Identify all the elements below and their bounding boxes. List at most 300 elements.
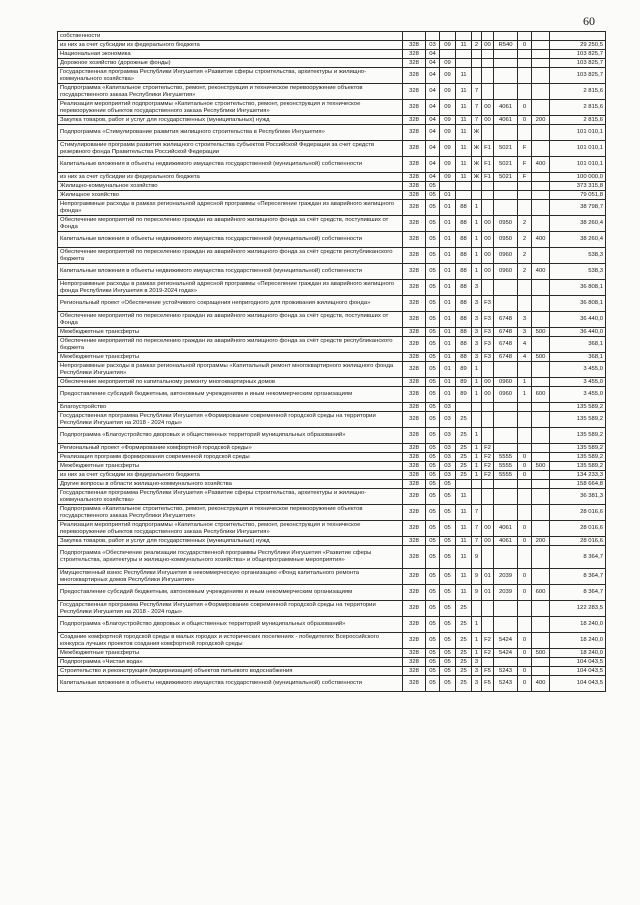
event-code-cell: 00 [482,521,494,537]
section-code-cell: 04 [426,100,440,116]
event-code-cell: F3 [482,312,494,328]
subsection-code-cell: 09 [440,157,456,173]
expense-type-code-cell: 200 [532,116,550,125]
program-code-cell: 11 [456,546,472,569]
program-code-cell: 25 [456,453,472,462]
section-code-cell: 05 [426,521,440,537]
direction-sub-code-cell [518,403,532,412]
event-code-cell: F2 [482,471,494,480]
gr-code-cell: 328 [403,428,426,444]
program-code-cell: 25 [456,412,472,428]
direction-code-cell [494,412,518,428]
direction-code-cell [494,362,518,378]
program-code-cell [456,403,472,412]
subprogram-code-cell [472,412,482,428]
expense-type-code-cell [532,521,550,537]
subsection-code-cell: 03 [440,444,456,453]
gr-code-cell: 328 [403,505,426,521]
subsection-code-cell: 01 [440,232,456,248]
section-code-cell: 05 [426,312,440,328]
item-name-cell: Создание комфортной городской среды в малых городах и исторических поселениях - победителях Всероссийского конкурса лучших проектов создания комфортной городской среды [58,633,403,649]
direction-sub-code-cell: 0 [518,521,532,537]
direction-code-cell: 5021 [494,173,518,182]
subprogram-code-cell [472,601,482,617]
event-code-cell [482,428,494,444]
subprogram-code-cell: 1 [472,633,482,649]
direction-sub-code-cell [518,480,532,489]
subprogram-code-cell: 7 [472,521,482,537]
event-code-cell [482,59,494,68]
subsection-code-cell: 01 [440,264,456,280]
direction-sub-code-cell: 0 [518,462,532,471]
item-name-cell: Обеспечение мероприятий по переселению граждан из аварийного жилищного фонда за счёт средств республиканского бюджета [58,248,403,264]
subsection-code-cell [440,32,456,41]
event-code-cell [482,362,494,378]
gr-code-cell: 328 [403,312,426,328]
section-code-cell: 05 [426,232,440,248]
item-name-cell: Государственная программа Республики Ингушетия «Формирование современной городской среды на территории Республики Ингушетия на 2018 - 2024 годы» [58,412,403,428]
subsection-code-cell: 03 [440,453,456,462]
direction-sub-code-cell [518,412,532,428]
section-code-cell: 04 [426,141,440,157]
subprogram-code-cell: 1 [472,362,482,378]
item-name-cell: Реализация программ формирования современной городской среды [58,453,403,462]
gr-code-cell: 328 [403,100,426,116]
amount-cell: 101 010,1 [550,125,606,141]
item-name-cell: Государственная программа Республики Ингушетия «Развитие сферы строительства, архитектуры и жилищно-коммунального хозяйства» [58,68,403,84]
subprogram-code-cell: 1 [472,264,482,280]
item-name-cell: Другие вопросы в области жилищно-коммунального хозяйства [58,480,403,489]
direction-code-cell [494,200,518,216]
program-code-cell: 25 [456,649,472,658]
program-code-cell: 11 [456,585,472,601]
program-code-cell: 11 [456,116,472,125]
subsection-code-cell: 05 [440,658,456,667]
expense-type-code-cell [532,428,550,444]
subprogram-code-cell [472,403,482,412]
subsection-code-cell: 03 [440,428,456,444]
section-code-cell: 05 [426,191,440,200]
table-row [58,569,606,585]
subprogram-code-cell [472,489,482,505]
program-code-cell: 11 [456,41,472,50]
direction-code-cell: 0960 [494,248,518,264]
direction-sub-code-cell [518,84,532,100]
table-row [58,32,606,41]
gr-code-cell: 328 [403,585,426,601]
gr-code-cell: 328 [403,489,426,505]
expense-type-code-cell: 500 [532,462,550,471]
table-row [58,658,606,667]
gr-code-cell: 328 [403,676,426,692]
amount-cell: 36 381,3 [550,489,606,505]
program-code-cell: 11 [456,489,472,505]
subprogram-code-cell: 3 [472,667,482,676]
direction-sub-code-cell [518,617,532,633]
table-row [58,50,606,59]
event-code-cell: 00 [482,41,494,50]
section-code-cell: 05 [426,569,440,585]
direction-sub-code-cell: 0 [518,453,532,462]
subprogram-code-cell: Ж [472,125,482,141]
table-row [58,403,606,412]
subprogram-code-cell: 1 [472,471,482,480]
direction-code-cell [494,84,518,100]
subsection-code-cell: 05 [440,617,456,633]
table-row [58,100,606,116]
subprogram-code-cell: 7 [472,505,482,521]
direction-sub-code-cell: 0 [518,41,532,50]
program-code-cell [456,32,472,41]
program-code-cell: 11 [456,505,472,521]
event-code-cell [482,403,494,412]
table-row [58,428,606,444]
section-code-cell: 05 [426,182,440,191]
program-code-cell: 11 [456,141,472,157]
amount-cell: 18 240,0 [550,633,606,649]
event-code-cell: F3 [482,328,494,337]
table-row [58,191,606,200]
subprogram-code-cell [472,191,482,200]
expense-type-code-cell: 500 [532,649,550,658]
program-code-cell: 11 [456,157,472,173]
gr-code-cell: 328 [403,116,426,125]
subprogram-code-cell: 7 [472,100,482,116]
direction-sub-code-cell [518,68,532,84]
direction-sub-code-cell: 0 [518,649,532,658]
gr-code-cell: 328 [403,453,426,462]
direction-code-cell [494,32,518,41]
item-name-cell: Межбюджетные трансферты [58,649,403,658]
expense-type-code-cell [532,173,550,182]
table-row [58,676,606,692]
expense-type-code-cell [532,480,550,489]
amount-cell: 100 000,0 [550,173,606,182]
amount-cell: 135 589,2 [550,403,606,412]
subprogram-code-cell [472,480,482,489]
expense-type-code-cell: 400 [532,264,550,280]
event-code-cell: F1 [482,141,494,157]
amount-cell: 36 440,0 [550,312,606,328]
program-code-cell: 11 [456,125,472,141]
event-code-cell: F1 [482,173,494,182]
direction-code-cell: 0950 [494,232,518,248]
program-code-cell: 25 [456,601,472,617]
amount-cell: 368,1 [550,337,606,353]
amount-cell: 373 315,8 [550,182,606,191]
table-row [58,617,606,633]
direction-code-cell: 0960 [494,264,518,280]
item-name-cell: Непрограммные расходы в рамках региональной программы «Капитальный ремонт многоквартирного жилищного фонда Республики Ингушетия» [58,362,403,378]
subprogram-code-cell: Ж [472,173,482,182]
direction-code-cell [494,444,518,453]
expense-type-code-cell [532,546,550,569]
direction-code-cell [494,59,518,68]
program-code-cell: 89 [456,362,472,378]
direction-code-cell [494,296,518,312]
section-code-cell: 05 [426,617,440,633]
gr-code-cell: 328 [403,480,426,489]
expense-type-code-cell [532,412,550,428]
gr-code-cell: 328 [403,601,426,617]
amount-cell: 38 260,4 [550,232,606,248]
item-name-cell: Региональный проект «Формирование комфортной городской среды» [58,444,403,453]
event-code-cell: F3 [482,353,494,362]
program-code-cell [456,50,472,59]
section-code-cell: 05 [426,676,440,692]
amount-cell: 38 798,7 [550,200,606,216]
subprogram-code-cell: 1 [472,453,482,462]
subprogram-code-cell: Ж [472,157,482,173]
direction-sub-code-cell: F [518,141,532,157]
event-code-cell [482,280,494,296]
table-row [58,387,606,403]
event-code-cell: F3 [482,296,494,312]
table-row [58,337,606,353]
section-code-cell: 05 [426,658,440,667]
gr-code-cell: 328 [403,337,426,353]
subsection-code-cell: 03 [440,471,456,480]
direction-sub-code-cell: 0 [518,471,532,480]
subsection-code-cell: 09 [440,125,456,141]
subprogram-code-cell: 7 [472,84,482,100]
subsection-code-cell: 09 [440,141,456,157]
table-row [58,157,606,173]
direction-sub-code-cell: 4 [518,337,532,353]
section-code-cell: 05 [426,387,440,403]
direction-code-cell: 4061 [494,116,518,125]
section-code-cell: 05 [426,546,440,569]
item-name-cell: Имущественный взнос Республики Ингушетия в некоммерческую организацию «Фонд капитального ремонта многоквартирных домов Республики Ингушетия» [58,569,403,585]
subsection-code-cell: 09 [440,41,456,50]
subprogram-code-cell: 3 [472,296,482,312]
subsection-code-cell: 05 [440,546,456,569]
subprogram-code-cell: 3 [472,312,482,328]
amount-cell: 135 589,2 [550,444,606,453]
table-row [58,296,606,312]
table-row [58,453,606,462]
direction-code-cell: 5555 [494,453,518,462]
expense-type-code-cell [532,50,550,59]
direction-sub-code-cell [518,489,532,505]
event-code-cell: 00 [482,248,494,264]
subprogram-code-cell [472,182,482,191]
table-row [58,84,606,100]
event-code-cell [482,480,494,489]
expense-type-code-cell [532,617,550,633]
item-name-cell: из них за счет субсидии из федерального бюджета [58,173,403,182]
gr-code-cell: 328 [403,41,426,50]
expense-type-code-cell: 600 [532,387,550,403]
direction-sub-code-cell [518,125,532,141]
direction-sub-code-cell: 4 [518,353,532,362]
expense-type-code-cell [532,505,550,521]
event-code-cell: 00 [482,100,494,116]
table-row [58,505,606,521]
subprogram-code-cell: 7 [472,116,482,125]
program-code-cell: 88 [456,200,472,216]
amount-cell: 103 825,7 [550,68,606,84]
direction-sub-code-cell: 0 [518,633,532,649]
direction-code-cell [494,480,518,489]
gr-code-cell: 328 [403,521,426,537]
item-name-cell: Жилищное хозяйство [58,191,403,200]
item-name-cell: Межбюджетные трансферты [58,353,403,362]
subsection-code-cell: 05 [440,521,456,537]
section-code-cell: 05 [426,585,440,601]
expense-type-code-cell [532,633,550,649]
amount-cell: 38 260,4 [550,216,606,232]
amount-cell: 28 016,6 [550,521,606,537]
subsection-code-cell: 05 [440,649,456,658]
section-code-cell: 05 [426,601,440,617]
item-name-cell: Межбюджетные трансферты [58,462,403,471]
direction-sub-code-cell [518,50,532,59]
gr-code-cell: 328 [403,296,426,312]
subsection-code-cell: 09 [440,84,456,100]
direction-code-cell: 2039 [494,569,518,585]
expense-type-code-cell [532,296,550,312]
section-code-cell: 05 [426,264,440,280]
table-row [58,125,606,141]
section-code-cell: 04 [426,84,440,100]
amount-cell: 538,3 [550,264,606,280]
direction-code-cell: 6748 [494,312,518,328]
event-code-cell: F2 [482,649,494,658]
subprogram-code-cell: 9 [472,546,482,569]
event-code-cell [482,617,494,633]
gr-code-cell: 328 [403,649,426,658]
amount-cell: 101 010,1 [550,141,606,157]
direction-sub-code-cell: 0 [518,569,532,585]
direction-sub-code-cell [518,362,532,378]
item-name-cell: Непрограммные расходы в рамках региональной адресной программы «Переселение граждан из аварийного жилищного фонда Республики Ингушетия в 2019-2024 годах» [58,280,403,296]
program-code-cell: 11 [456,173,472,182]
expense-type-code-cell [532,59,550,68]
direction-code-cell [494,191,518,200]
item-name-cell: Государственная программа Республики Ингушетия «Развитие сферы строительства, архитектуры и жилищно-коммунального хозяйства» [58,489,403,505]
expense-type-code-cell [532,84,550,100]
subprogram-code-cell: 1 [472,428,482,444]
program-code-cell: 88 [456,280,472,296]
expense-type-code-cell [532,337,550,353]
amount-cell: 104 043,5 [550,667,606,676]
item-name-cell: из них за счет субсидии из федерального бюджета [58,471,403,480]
program-code-cell: 11 [456,537,472,546]
table-row [58,546,606,569]
section-code-cell: 04 [426,173,440,182]
gr-code-cell: 328 [403,280,426,296]
program-code-cell: 11 [456,68,472,84]
table-row [58,412,606,428]
section-code-cell: 05 [426,353,440,362]
gr-code-cell: 328 [403,353,426,362]
expense-type-code-cell [532,403,550,412]
subprogram-code-cell: 1 [472,232,482,248]
expense-type-code-cell [532,248,550,264]
gr-code-cell: 328 [403,68,426,84]
event-code-cell: 00 [482,216,494,232]
subprogram-code-cell: 3 [472,676,482,692]
item-name-cell: Закупка товаров, работ и услуг для государственных (муниципальных) нужд [58,116,403,125]
direction-sub-code-cell [518,32,532,41]
subsection-code-cell: 01 [440,216,456,232]
expense-type-code-cell [532,141,550,157]
table-row [58,378,606,387]
amount-cell: 2 815,6 [550,84,606,100]
subsection-code-cell: 05 [440,505,456,521]
event-code-cell: 00 [482,537,494,546]
gr-code-cell: 328 [403,248,426,264]
gr-code-cell: 328 [403,191,426,200]
subsection-code-cell: 01 [440,280,456,296]
subsection-code-cell: 09 [440,173,456,182]
subprogram-code-cell [472,68,482,84]
table-row [58,489,606,505]
item-name-cell: Национальная экономика [58,50,403,59]
gr-code-cell: 328 [403,232,426,248]
section-code-cell: 05 [426,480,440,489]
amount-cell: 8 364,7 [550,585,606,601]
expense-type-code-cell [532,68,550,84]
amount-cell: 134 233,3 [550,471,606,480]
direction-sub-code-cell: 0 [518,537,532,546]
direction-sub-code-cell [518,191,532,200]
program-code-cell: 25 [456,462,472,471]
subsection-code-cell: 05 [440,489,456,505]
subsection-code-cell: 05 [440,601,456,617]
subprogram-code-cell: 1 [472,444,482,453]
section-code-cell: 05 [426,216,440,232]
direction-code-cell: 5021 [494,157,518,173]
event-code-cell [482,658,494,667]
event-code-cell [482,68,494,84]
gr-code-cell: 328 [403,633,426,649]
gr-code-cell: 328 [403,617,426,633]
subprogram-code-cell: 9 [472,585,482,601]
subprogram-code-cell: 3 [472,658,482,667]
section-code-cell: 05 [426,362,440,378]
direction-code-cell: 5021 [494,141,518,157]
program-code-cell [456,59,472,68]
direction-code-cell [494,428,518,444]
item-name-cell: Подпрограмма «Капитальное строительство, ремонт, реконструкция и техническое перевооружение объектов государственного заказа Республики Ингушетия» [58,505,403,521]
subprogram-code-cell: 1 [472,462,482,471]
event-code-cell [482,489,494,505]
gr-code-cell: 328 [403,157,426,173]
subprogram-code-cell: 3 [472,328,482,337]
item-name-cell: Подпрограмма «Стимулирование развития жилищного строительства в Республике Ингушетия» [58,125,403,141]
table-row [58,141,606,157]
direction-code-cell: 5243 [494,667,518,676]
table-row [58,248,606,264]
expense-type-code-cell: 200 [532,537,550,546]
direction-sub-code-cell: 2 [518,264,532,280]
direction-code-cell: 0960 [494,387,518,403]
gr-code-cell: 328 [403,537,426,546]
table-row [58,328,606,337]
table-row [58,41,606,50]
event-code-cell: 01 [482,585,494,601]
amount-cell: 538,3 [550,248,606,264]
direction-code-cell [494,601,518,617]
expense-type-code-cell: 400 [532,157,550,173]
amount-cell: 122 283,5 [550,601,606,617]
direction-sub-code-cell [518,59,532,68]
subprogram-code-cell: 1 [472,378,482,387]
direction-code-cell: 6748 [494,337,518,353]
subprogram-code-cell: Ж [472,141,482,157]
